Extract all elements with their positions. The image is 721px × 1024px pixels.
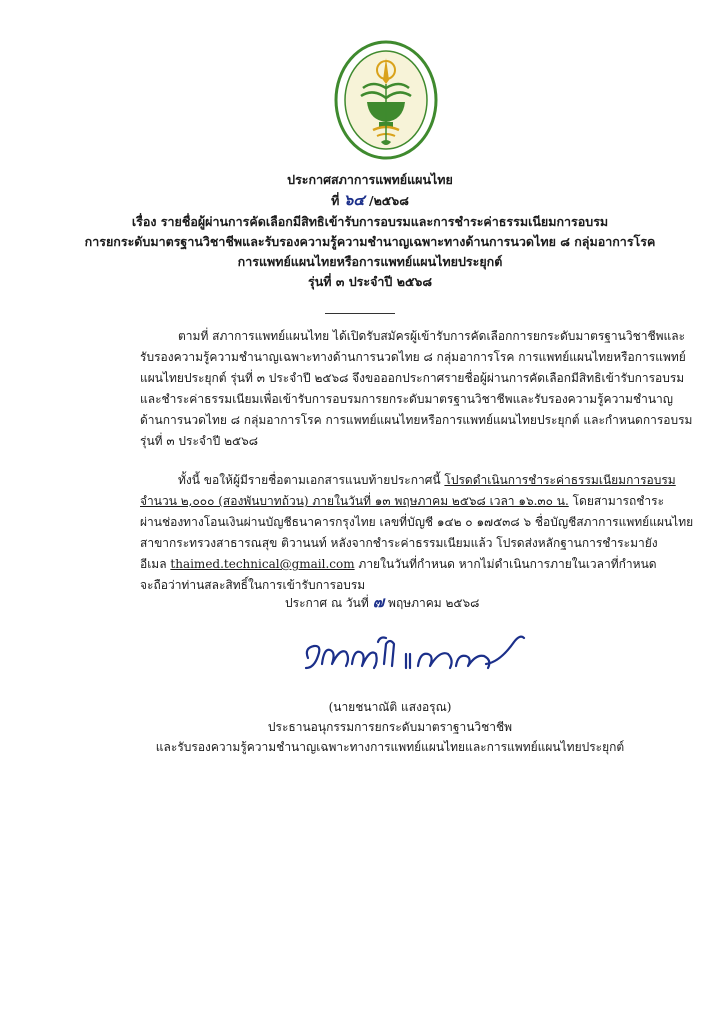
date-prefix: ประกาศ ณ วันที่ [285, 596, 369, 610]
handwritten-signature [300, 618, 530, 680]
paragraph-line [140, 491, 665, 512]
payment-intro: ทั้งนี้ ขอให้ผู้มีรายชื่อตามเอกสารแนบท้ายประกาศนี้ [178, 473, 445, 487]
payment-method-intro: โดยสามารถชำระ [568, 494, 665, 508]
paragraph-payment [140, 470, 694, 596]
announcement-subject [80, 212, 660, 292]
signer-name: (นายชนาณัติ แสงอรุณ) [328, 700, 452, 714]
paragraph-line: ผ่านช่องทางโอนเงินผ่านบัญชีธนาคารกรุงไทย เลขที่บัญชี ๑๔๒ ๐ ๑๗๕๓๘ ๖ ชื่อบัญชีสภาการแพทย์แผนไทย [140, 515, 694, 529]
subject-line: เรื่อง รายชื่อผู้ผ่านการคัดเลือกมีสิทธิเข้ารับการอบรมและการชำระค่าธรรมเนียมการอบรม [131, 214, 609, 229]
paragraph-line: ตามที่ สภาการแพทย์แผนไทย ได้เปิดรับสมัครผู้เข้ารับการคัดเลือกการยกระดับมาตรฐานวิชาชีพและ [178, 329, 686, 343]
paragraph-line: ด้านการนวดไทย ๘ กลุ่มอาการโรค การแพทย์แผนไทยหรือการแพทย์แผนไทยประยุกต์ และกำหนดการอบรม [140, 413, 693, 427]
signer-position: และรับรองความรู้ความชำนาญเฉพาะทางการแพทย์แผนไทยและการแพทย์แผนไทยประยุกต์ [155, 740, 625, 754]
email-label: อีเมล [140, 557, 171, 571]
paragraph-line [140, 554, 657, 575]
announcement-number [80, 190, 660, 211]
signer-position: ประธานอนุกรรมการยกระดับมาตราฐานวิชาชีพ [267, 720, 513, 734]
paragraph-line: แผนไทยประยุกต์ รุ่นที่ ๓ ประจำปี ๒๕๖๘ จึงขอออกประกาศรายชื่อผู้ผ่านการคัดเลือกมีสิทธิเข้ารับการอบรม [140, 371, 685, 385]
number-suffix: /๒๕๖๘ [369, 193, 409, 208]
handwritten-day: ๗ [372, 593, 385, 611]
subject-line: รุ่นที่ ๓ ประจำปี ๒๕๖๘ [307, 274, 433, 289]
paragraph-line: และชำระค่าธรรมเนียมเพื่อเข้ารับการอบรมการยกระดับมาตรฐานวิชาชีพและรับรองความรู้ความชำนาญ [140, 392, 673, 406]
announcement-date [285, 590, 479, 614]
paragraph-line: จะถือว่าท่านสละสิทธิ์ในการเข้ารับการอบรม [140, 578, 366, 592]
paragraph-background [140, 326, 693, 452]
paragraph-line: รุ่นที่ ๓ ประจำปี ๒๕๖๘ [140, 434, 258, 448]
header-divider [325, 313, 395, 314]
number-prefix: ที่ [331, 193, 340, 208]
announcement-title: ประกาศสภาการแพทย์แผนไทย [287, 172, 453, 187]
paragraph-line [140, 470, 676, 491]
deadline-note: ภายในวันที่กำหนด หากไม่ดำเนินการภายในเวลาที่กำหนด [354, 557, 657, 571]
paragraph-line: สาขากระทรวงสาธารณสุข ติวานนท์ หลังจากชำระค่าธรรมเนียมแล้ว โปรดส่งหลักฐานการชำระมายัง [140, 536, 658, 550]
subject-line: การแพทย์แผนไทยหรือการแพทย์แผนไทยประยุกต์ [237, 254, 503, 269]
paragraph-line: รับรองความรู้ความชำนาญเฉพาะทางด้านการนวดไทย ๘ กลุ่มอาการโรค การแพทย์แผนไทยหรือการแพทย์ [140, 350, 686, 364]
subject-line: การยกระดับมาตรฐานวิชาชีพและรับรองความรู้ความชำนาญเฉพาะทางด้านการนวดไทย ๘ กลุ่มอาการโรค [84, 234, 656, 249]
date-suffix: พฤษภาคม ๒๕๖๘ [388, 596, 480, 610]
email-link[interactable]: thaimed.technical@gmail.com [170, 557, 355, 571]
handwritten-number: ๖๔ [343, 191, 365, 209]
council-seal-logo [333, 40, 439, 164]
payment-instruction: โปรดดำเนินการชำระค่าธรรมเนียมการอบรม [444, 473, 676, 487]
payment-amount-deadline: จำนวน ๒,๐๐๐ (สองพันบาทถ้วน) ภายในวันที่ ๑๓ พฤษภาคม ๒๕๖๘ เวลา ๑๖.๓๐ น. [140, 494, 569, 508]
